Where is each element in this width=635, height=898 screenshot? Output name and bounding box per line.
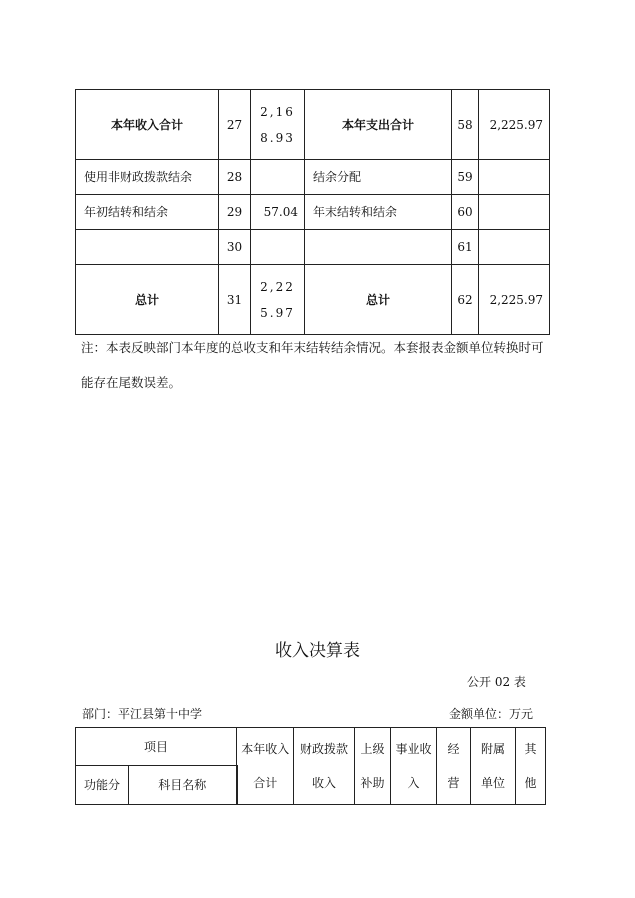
left-label <box>76 230 219 265</box>
header-total-income-line1: 本年收入 <box>241 742 290 756</box>
right-row-number: 62 <box>452 265 479 335</box>
right-label: 总计 <box>305 265 452 335</box>
right-amount <box>479 195 550 230</box>
left-label: 总计 <box>76 265 219 335</box>
right-amount <box>479 160 550 195</box>
right-row-number: 60 <box>452 195 479 230</box>
header-business-income <box>391 728 437 805</box>
header-operating-line2: 营 <box>447 776 460 790</box>
summary-table <box>75 89 550 335</box>
right-row-number: 59 <box>452 160 479 195</box>
table-row <box>76 160 550 195</box>
header-operating-line1: 经 <box>447 742 460 756</box>
amount-unit-label: 金额单位：万元 <box>449 707 534 721</box>
header-fiscal-appropriation <box>294 728 355 805</box>
header-fiscal-line2: 收入 <box>312 776 337 790</box>
header-business-line2: 入 <box>407 776 420 790</box>
table-row <box>76 265 550 335</box>
header-affiliated-line2: 单位 <box>481 776 506 790</box>
left-row-number: 30 <box>219 230 251 265</box>
left-amount <box>251 230 305 265</box>
header-subject-name: 科目名称 <box>129 766 237 805</box>
right-label: 结余分配 <box>305 160 452 195</box>
left-row-number: 28 <box>219 160 251 195</box>
header-other-line2: 他 <box>524 776 537 790</box>
table-row <box>76 195 550 230</box>
right-amount <box>479 230 550 265</box>
left-amount: 2,168.93 <box>251 90 305 160</box>
header-total-income <box>237 728 294 805</box>
header-function-class: 功能分 <box>76 766 129 805</box>
header-other-line1: 其 <box>524 742 537 756</box>
header-affiliated-line1: 附属 <box>481 742 506 756</box>
right-amount: 2,225.97 <box>479 265 550 335</box>
header-item: 项目 <box>76 728 237 766</box>
public-table-number: 公开 02 表 <box>467 675 526 689</box>
left-label: 年初结转和结余 <box>76 195 219 230</box>
left-amount: 2,225.97 <box>251 265 305 335</box>
header-other-income <box>516 728 546 805</box>
right-label: 本年支出合计 <box>305 90 452 160</box>
header-superior-line2: 补助 <box>360 776 385 790</box>
left-amount: 57.04 <box>251 195 305 230</box>
left-label: 使用非财政拨款结余 <box>76 160 219 195</box>
page-title: 收入决算表 <box>275 641 360 661</box>
left-row-number: 29 <box>219 195 251 230</box>
right-amount: 2,225.97 <box>479 90 550 160</box>
header-business-line1: 事业收 <box>395 742 432 756</box>
left-amount <box>251 160 305 195</box>
header-fiscal-line1: 财政拨款 <box>300 742 349 756</box>
header-operating-income <box>437 728 471 805</box>
income-table <box>75 727 546 805</box>
right-label <box>305 230 452 265</box>
header-superior-subsidy <box>355 728 391 805</box>
left-row-number: 27 <box>219 90 251 160</box>
table-row <box>76 90 550 160</box>
header-total-income-line2: 合计 <box>253 776 278 790</box>
department-label: 部门：平江县第十中学 <box>82 707 203 721</box>
right-label: 年末结转和结余 <box>305 195 452 230</box>
right-row-number: 61 <box>452 230 479 265</box>
right-row-number: 58 <box>452 90 479 160</box>
left-label: 本年收入合计 <box>76 90 219 160</box>
table-row <box>76 230 550 265</box>
left-row-number: 31 <box>219 265 251 335</box>
header-superior-line1: 上级 <box>360 742 385 756</box>
header-affiliated-unit <box>471 728 516 805</box>
table-note: 注：本表反映部门本年度的总收支和年末结转结余情况。本套报表金额单位转换时可能存在尾数误差。 <box>81 340 544 390</box>
